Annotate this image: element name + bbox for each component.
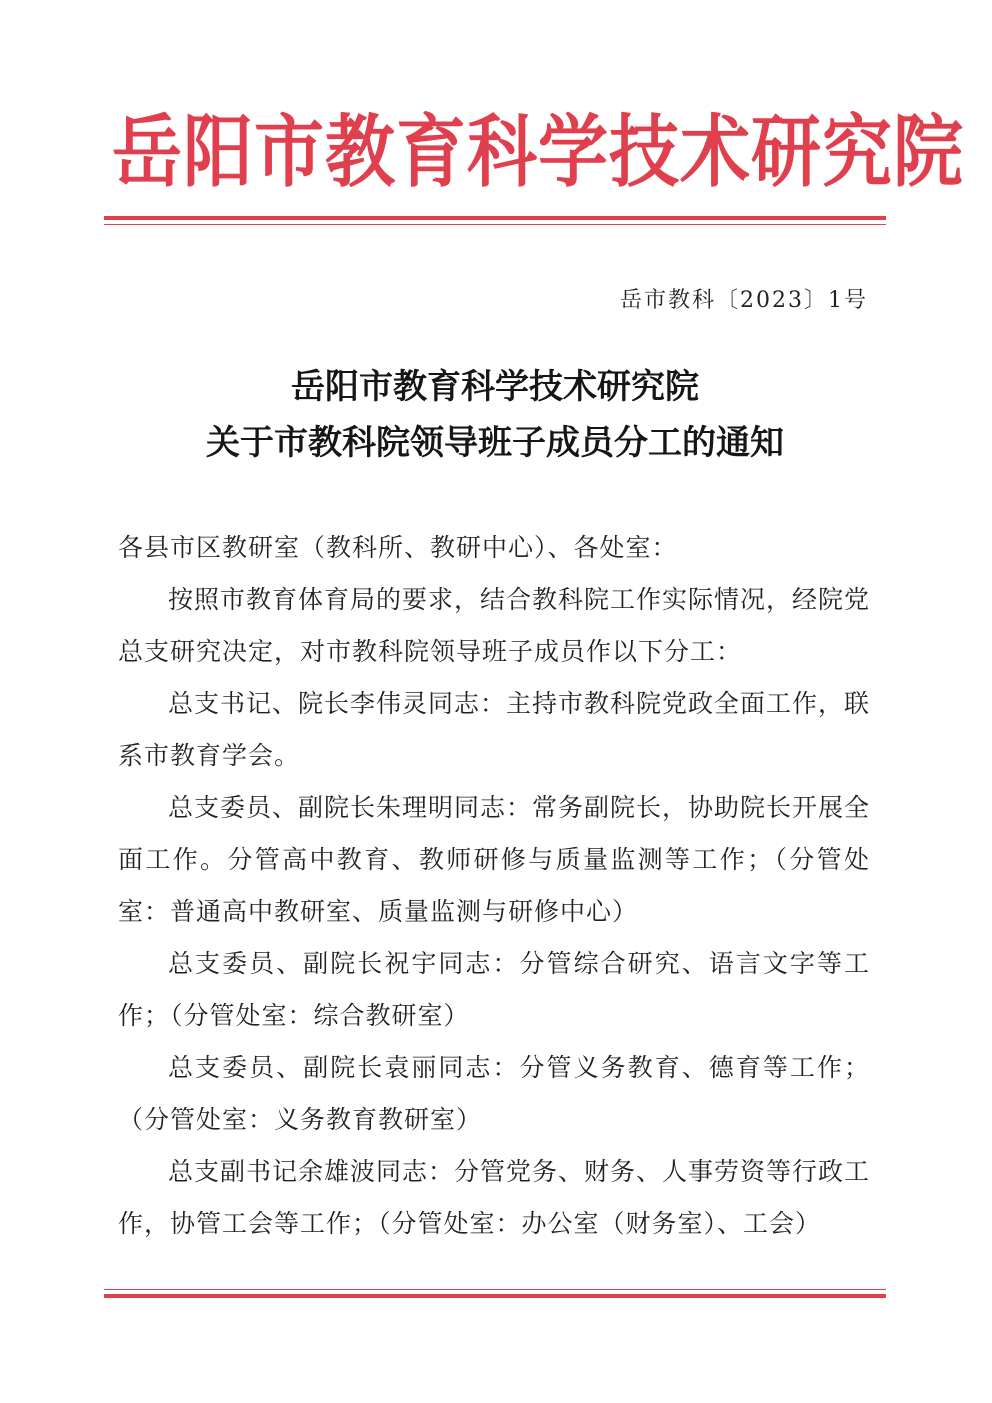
notice-body [118, 522, 870, 1250]
document-number: 岳市教科〔2023〕1号 [620, 288, 868, 313]
paragraph-executive-vice-president: 总支委员、副院长朱理明同志：常务副院长，协助院长开展全面工作。分管高中教育、教师研修与质量监测等工作；（分管处室：普通高中教研室、质量监测与研修中心） [118, 793, 871, 926]
paragraph-intro: 按照市教育体育局的要求，结合教科院工作实际情况，经院党总支研究决定，对市教科院领导班子成员作以下分工： [118, 585, 871, 666]
addressee: 各县市区教研室（教科所、教研中心）、各处室： [118, 533, 678, 562]
footer-divider [104, 1289, 886, 1298]
paragraph-secretary-president: 总支书记、院长李伟灵同志：主持市教科院党政全面工作，联系市教育学会。 [118, 689, 871, 770]
paragraph-deputy-secretary: 总支副书记余雄波同志：分管党务、财务、人事劳资等行政工作，协管工会等工作；（分管处室：办公室（财务室）、工会） [118, 1157, 871, 1238]
notice-title-line-1: 岳阳市教育科学技术研究院 [291, 367, 699, 407]
notice-title-line-2: 关于市教科院领导班子成员分工的通知 [206, 423, 784, 463]
letterhead-divider [104, 216, 886, 225]
paragraph-vice-president-yuan-li: 总支委员、副院长袁丽同志：分管义务教育、德育等工作；（分管处室：义务教育教研室） [118, 1053, 870, 1134]
letterhead-title: 岳阳市教育科学技术研究院 [112, 106, 964, 198]
paragraph-vice-president-zhu-yu: 总支委员、副院长祝宇同志：分管综合研究、语言文字等工作；（分管处室：综合教研室） [118, 949, 870, 1030]
